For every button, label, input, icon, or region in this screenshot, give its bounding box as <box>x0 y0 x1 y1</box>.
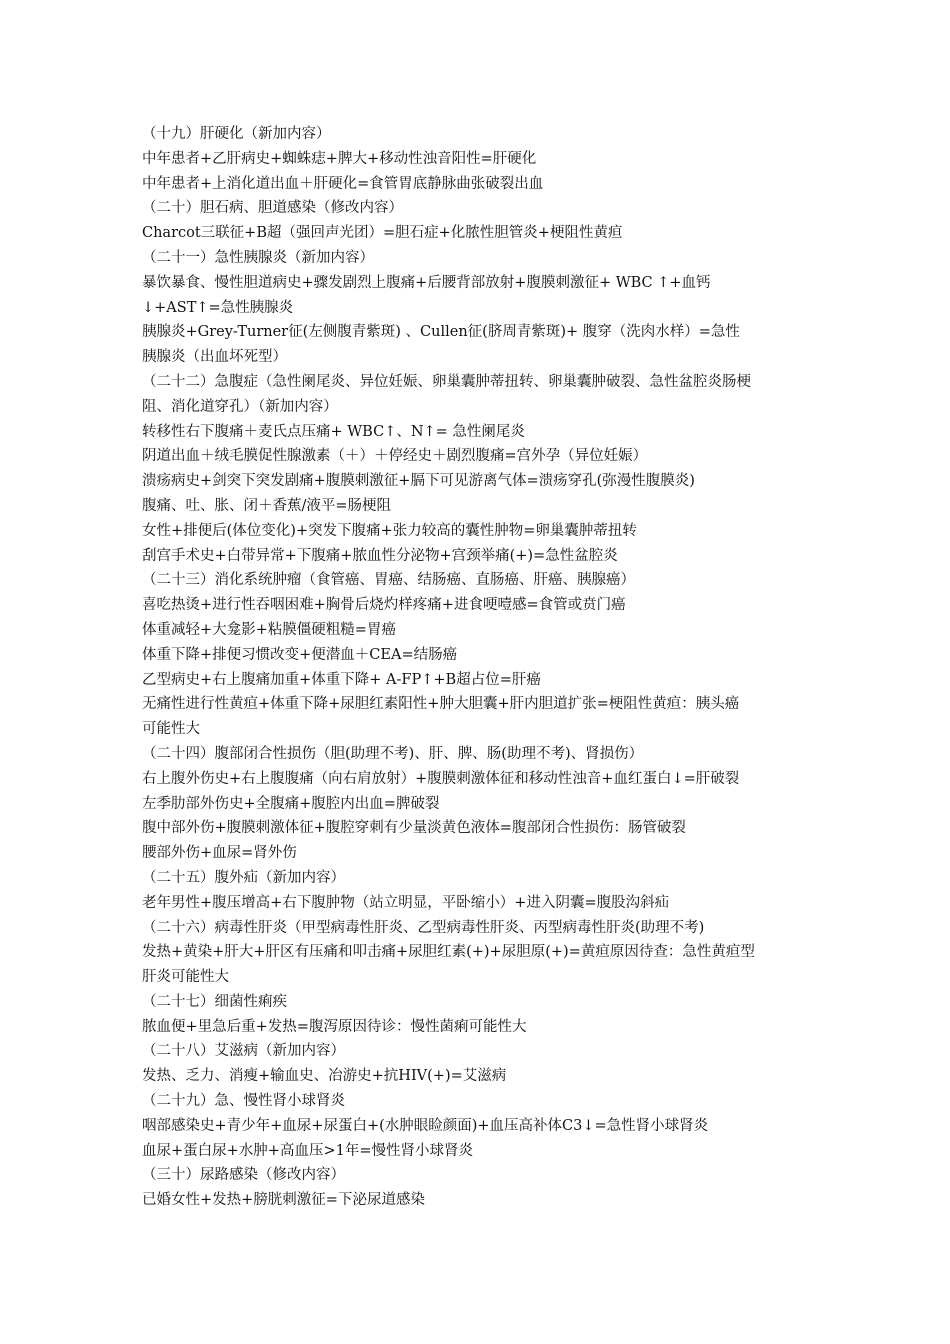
heading-acute-abdomen: （二十二）急腹症（急性阑尾炎、异位妊娠、卵巢囊肿蒂扭转、卵巢囊肿破裂、急性盆腔炎肠梗 <box>142 373 751 390</box>
text-line: 女性+排便后(体位变化)+突发下腹痛+张力较高的囊性肿物=卵巢囊肿蒂扭转 <box>142 522 637 539</box>
text-line: 发热+黄染+肝大+肝区有压痛和叩击痛+尿胆红素(+)+尿胆原(+)=黄疸原因待查：急性黄疸型 <box>142 944 755 961</box>
heading-viral-hepatitis: （二十六）病毒性肝炎（甲型病毒性肝炎、乙型病毒性肝炎、丙型病毒性肝炎(助理不考) <box>142 919 705 936</box>
text-line: 老年男性+腹压增高+右下腹肿物（站立明显，平卧缩小）+进入阴囊=腹股沟斜疝 <box>142 894 670 911</box>
text-line: 腹中部外伤+腹膜刺激体征+腹腔穿刺有少量淡黄色液体=腹部闭合性损伤：肠管破裂 <box>142 820 686 837</box>
text-line: 胰腺炎+Grey-Turner征(左侧腹青紫斑) 、Cullen征(脐周青紫斑)+ 腹穿（洗肉水样）=急性 <box>142 324 740 341</box>
text-line: 喜吃热烫+进行性吞咽困难+胸骨后烧灼样疼痛+进食哽噎感=食管或贲门癌 <box>142 597 626 614</box>
document-body <box>142 122 822 1213</box>
text-line: 肝炎可能性大 <box>142 969 229 986</box>
heading-uti: （三十）尿路感染（修改内容） <box>142 1167 345 1184</box>
text-line: 脓血便+里急后重+发热=腹泻原因待诊：慢性菌痢可能性大 <box>142 1018 527 1035</box>
heading-pancreatitis: （二十一）急性胰腺炎（新加内容） <box>142 249 374 266</box>
text-line: 刮宫手术史+白带异常+下腹痛+脓血性分泌物+宫颈举痛(+)=急性盆腔炎 <box>142 547 618 564</box>
text-line: Charcot三联征+B超（强回声光团）=胆石症+化脓性胆管炎+梗阻性黄疸 <box>142 225 623 242</box>
heading-gallstone: （二十）胆石病、胆道感染（修改内容） <box>142 200 403 217</box>
heading-dysentery: （二十七）细菌性痢疾 <box>142 993 287 1010</box>
text-line: 左季肋部外伤史+全腹痛+腹腔内出血=脾破裂 <box>142 795 440 812</box>
heading-glomerulonephritis: （二十九）急、慢性肾小球肾炎 <box>142 1093 345 1110</box>
heading-aids: （二十八）艾滋病（新加内容） <box>142 1043 345 1060</box>
text-line: 血尿+蛋白尿+水肿+高血压>1年=慢性肾小球肾炎 <box>142 1142 473 1159</box>
text-line: 已婚女性+发热+膀胱刺激征=下泌尿道感染 <box>142 1192 425 1209</box>
text-line: 可能性大 <box>142 721 200 738</box>
text-line: 无痛性进行性黄疸+体重下降+尿胆红素阳性+肿大胆囊+肝内胆道扩张=梗阻性黄疸：胰头癌 <box>142 696 740 713</box>
text-line: 阴道出血＋绒毛膜促性腺激素（＋）＋停经史＋剧烈腹痛=宫外孕（异位妊娠） <box>142 448 648 465</box>
text-line: 胰腺炎（出血坏死型） <box>142 349 287 366</box>
heading-hernia: （二十五）腹外疝（新加内容） <box>142 869 345 886</box>
text-line: 腹痛、吐、胀、闭＋香蕉/液平=肠梗阻 <box>142 497 392 514</box>
text-line: 体重减轻+大龛影+粘膜僵硬粗糙=胃癌 <box>142 621 396 638</box>
text-line: 发热、乏力、消瘦+输血史、冶游史+抗HIV(+)=艾滋病 <box>142 1068 507 1085</box>
text-line: 右上腹外伤史+右上腹腹痛（向右肩放射）+腹膜刺激体征和移动性浊音+血红蛋白↓=肝破裂 <box>142 770 740 787</box>
heading-abdominal-injury: （二十四）腹部闭合性损伤（胆(助理不考)、肝、脾、肠(助理不考)、肾损伤） <box>142 745 644 762</box>
text-line: 转移性右下腹痛＋麦氏点压痛+ WBC↑、N↑= 急性阑尾炎 <box>142 423 525 440</box>
text-line: 中年患者+乙肝病史+蜘蛛痣+脾大+移动性浊音阳性=肝硬化 <box>142 150 537 167</box>
heading-acute-abdomen-cont: 阻、消化道穿孔）（新加内容） <box>142 398 338 415</box>
text-line: 中年患者+上消化道出血＋肝硬化=食管胃底静脉曲张破裂出血 <box>142 175 544 192</box>
text-line: 暴饮暴食、慢性胆道病史+骤发剧烈上腹痛+后腰背部放射+腹膜刺激征+ WBC ↑+血钙 <box>142 274 711 291</box>
heading-cirrhosis: （十九）肝硬化（新加内容） <box>142 126 331 142</box>
text-line: 溃疡病史+剑突下突发剧痛+腹膜刺激征+膈下可见游离气体=溃疡穿孔(弥漫性腹膜炎) <box>142 473 695 490</box>
text-line: ↓+AST↑=急性胰腺炎 <box>142 299 294 316</box>
text-line: 咽部感染史+青少年+血尿+尿蛋白+(水肿眼睑颜面)+血压高补体C3↓=急性肾小球肾炎 <box>142 1117 709 1134</box>
text-line: 腰部外伤+血尿=肾外伤 <box>142 845 297 862</box>
text-line: 乙型病史+右上腹痛加重+体重下降+ A-FP↑+B超占位=肝癌 <box>142 671 541 688</box>
text-line: 体重下降+排便习惯改变+便潜血＋CEA=结肠癌 <box>142 646 458 663</box>
heading-digestive-tumors: （二十三）消化系统肿瘤（食管癌、胃癌、结肠癌、直肠癌、肝癌、胰腺癌） <box>142 572 635 589</box>
